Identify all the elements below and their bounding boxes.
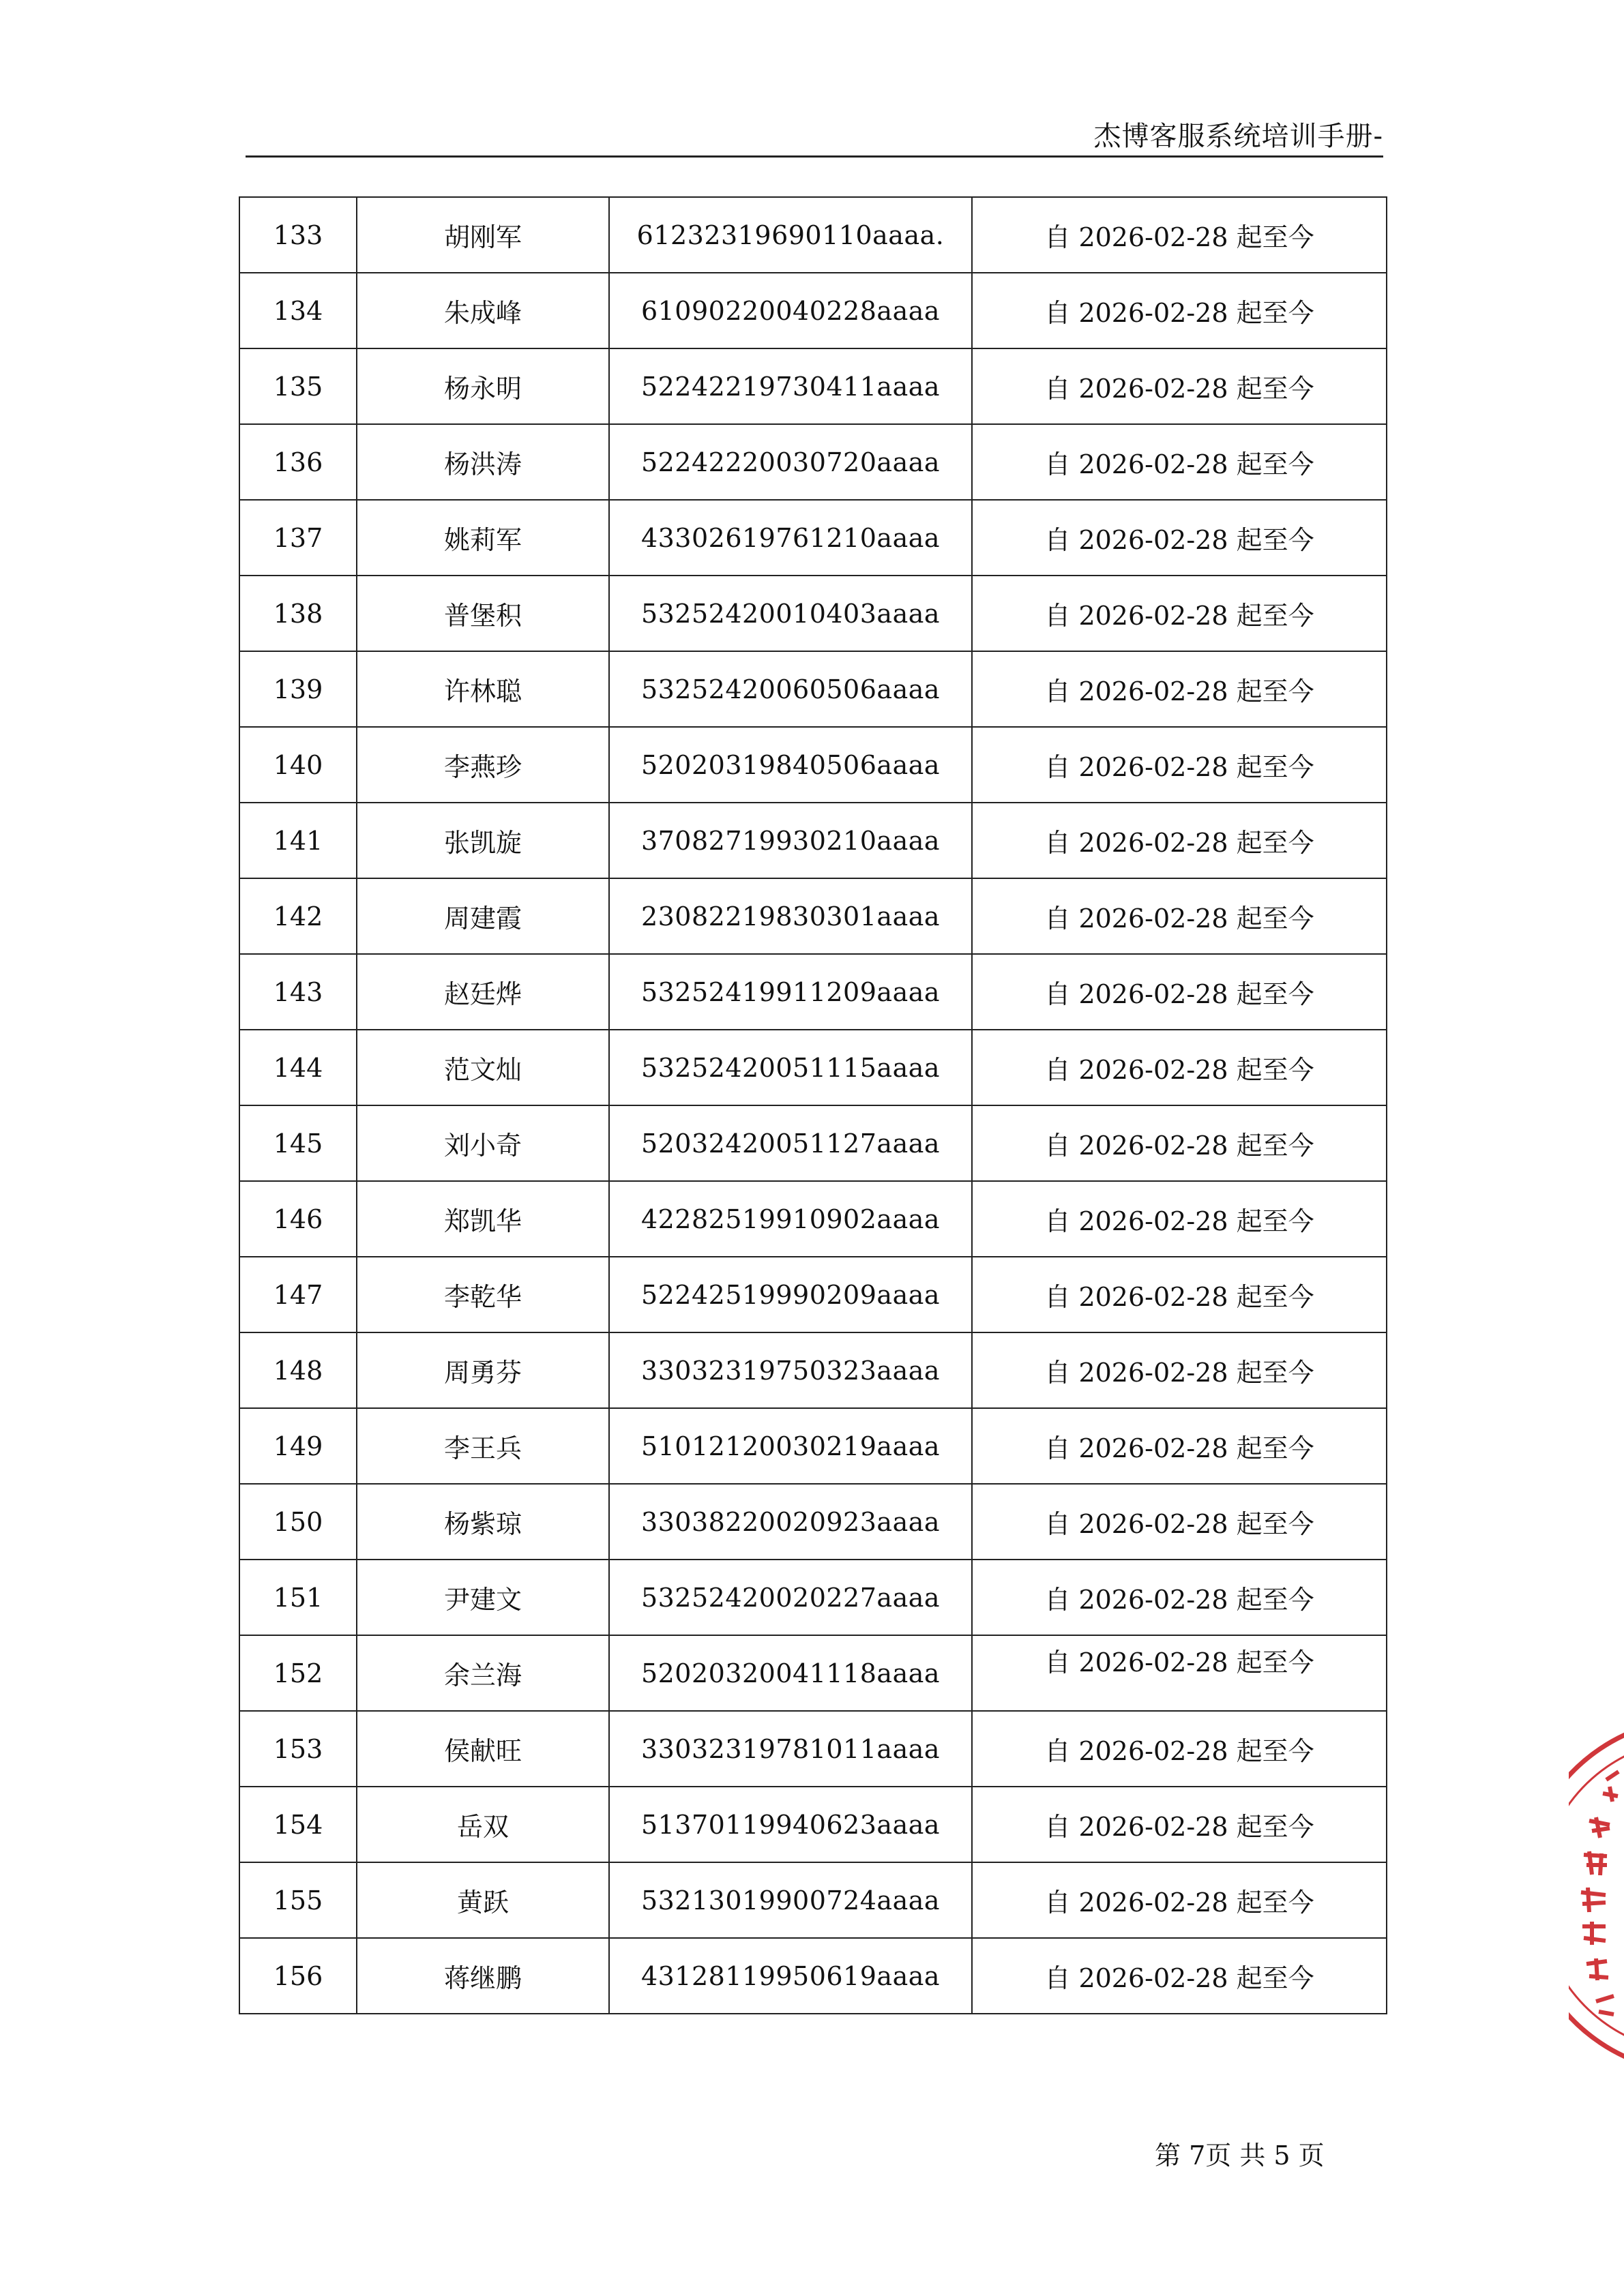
- service-period: 自 2026-02-28 起至今: [972, 424, 1387, 500]
- person-name: 黄跃: [357, 1862, 609, 1938]
- id-number: 51012120030219aaaa: [609, 1408, 972, 1484]
- person-name: 赵廷烨: [357, 954, 609, 1030]
- id-number: 52020320041118aaaa: [609, 1635, 972, 1711]
- service-period: 自 2026-02-28 起至今: [972, 1787, 1387, 1862]
- table-row: [239, 197, 1387, 273]
- row-number: 151: [239, 1560, 357, 1635]
- id-number: 61232319690110aaaa.: [609, 197, 972, 273]
- id-number: 33038220020923aaaa: [609, 1484, 972, 1560]
- row-number: 153: [239, 1711, 357, 1787]
- table-row: [239, 500, 1387, 576]
- person-name: 周勇芬: [357, 1332, 609, 1408]
- person-name: 蒋继鹏: [357, 1938, 609, 2014]
- row-number: 134: [239, 273, 357, 348]
- person-name: 尹建文: [357, 1560, 609, 1635]
- id-number: 53252420060506aaaa: [609, 651, 972, 727]
- red-seal-stamp: [1569, 1718, 1624, 2073]
- row-number: 147: [239, 1257, 357, 1332]
- id-number: 52242219730411aaaa: [609, 348, 972, 424]
- row-number: 140: [239, 727, 357, 803]
- person-name: 朱成峰: [357, 273, 609, 348]
- table-row: [239, 1787, 1387, 1862]
- id-number: 51370119940623aaaa: [609, 1787, 972, 1862]
- person-name: 李王兵: [357, 1408, 609, 1484]
- table-row: [239, 1560, 1387, 1635]
- table-row: [239, 727, 1387, 803]
- row-number: 155: [239, 1862, 357, 1938]
- person-name: 侯献旺: [357, 1711, 609, 1787]
- person-name: 岳双: [357, 1787, 609, 1862]
- person-name: 杨洪涛: [357, 424, 609, 500]
- table-row: [239, 1711, 1387, 1787]
- person-name: 杨紫琼: [357, 1484, 609, 1560]
- table-row: [239, 1484, 1387, 1560]
- person-name: 郑凯华: [357, 1181, 609, 1257]
- table-row: [239, 348, 1387, 424]
- service-period: 自 2026-02-28 起至今: [972, 651, 1387, 727]
- id-number: 52032420051127aaaa: [609, 1105, 972, 1181]
- service-period: 自 2026-02-28 起至今: [972, 1030, 1387, 1105]
- seal-characters: [1581, 1772, 1619, 2014]
- service-period: 自 2026-02-28 起至今: [972, 1257, 1387, 1332]
- row-number: 144: [239, 1030, 357, 1105]
- service-period: 自 2026-02-28 起至今: [972, 273, 1387, 348]
- service-period: 自 2026-02-28 起至今: [972, 954, 1387, 1030]
- table-row: [239, 1635, 1387, 1711]
- person-name: 李乾华: [357, 1257, 609, 1332]
- id-number: 33032319781011aaaa: [609, 1711, 972, 1787]
- row-number: 137: [239, 500, 357, 576]
- service-period: 自 2026-02-28 起至今: [972, 1408, 1387, 1484]
- roster-table: [239, 196, 1387, 2014]
- row-number: 135: [239, 348, 357, 424]
- header-title: 杰博客服系统培训手册-: [1093, 121, 1383, 152]
- row-number: 154: [239, 1787, 357, 1862]
- table-row: [239, 1332, 1387, 1408]
- table-row: [239, 1030, 1387, 1105]
- table-row: [239, 803, 1387, 878]
- id-number: 52020319840506aaaa: [609, 727, 972, 803]
- row-number: 145: [239, 1105, 357, 1181]
- table-row: [239, 954, 1387, 1030]
- row-number: 149: [239, 1408, 357, 1484]
- id-number: 43128119950619aaaa: [609, 1938, 972, 2014]
- person-name: 刘小奇: [357, 1105, 609, 1181]
- id-number: 52242519990209aaaa: [609, 1257, 972, 1332]
- header-rule: [246, 155, 1383, 158]
- person-name: 胡刚军: [357, 197, 609, 273]
- row-number: 150: [239, 1484, 357, 1560]
- service-period: 自 2026-02-28 起至今: [972, 348, 1387, 424]
- person-name: 普堡积: [357, 576, 609, 651]
- service-period: 自 2026-02-28 起至今: [972, 576, 1387, 651]
- service-period: 自 2026-02-28 起至今: [972, 1484, 1387, 1560]
- person-name: 范文灿: [357, 1030, 609, 1105]
- row-number: 133: [239, 197, 357, 273]
- service-period: 自 2026-02-28 起至今: [972, 1635, 1387, 1711]
- row-number: 141: [239, 803, 357, 878]
- roster-body: [239, 197, 1387, 2014]
- person-name: 周建霞: [357, 878, 609, 954]
- page-number: 第 7页 共 5 页: [1155, 2141, 1325, 2171]
- service-period: 自 2026-02-28 起至今: [972, 1181, 1387, 1257]
- service-period: 自 2026-02-28 起至今: [972, 803, 1387, 878]
- person-name: 张凯旋: [357, 803, 609, 878]
- row-number: 152: [239, 1635, 357, 1711]
- row-number: 156: [239, 1938, 357, 2014]
- table-row: [239, 1862, 1387, 1938]
- person-name: 余兰海: [357, 1635, 609, 1711]
- service-period: 自 2026-02-28 起至今: [972, 1560, 1387, 1635]
- table-row: [239, 424, 1387, 500]
- service-period: 自 2026-02-28 起至今: [972, 1105, 1387, 1181]
- table-row: [239, 1938, 1387, 2014]
- id-number: 33032319750323aaaa: [609, 1332, 972, 1408]
- service-period: 自 2026-02-28 起至今: [972, 1332, 1387, 1408]
- id-number: 53252420051115aaaa: [609, 1030, 972, 1105]
- row-number: 143: [239, 954, 357, 1030]
- service-period: 自 2026-02-28 起至今: [972, 197, 1387, 273]
- service-period: 自 2026-02-28 起至今: [972, 1711, 1387, 1787]
- person-name: 许林聪: [357, 651, 609, 727]
- id-number: 53252420010403aaaa: [609, 576, 972, 651]
- row-number: 139: [239, 651, 357, 727]
- id-number: 53252420020227aaaa: [609, 1560, 972, 1635]
- person-name: 杨永明: [357, 348, 609, 424]
- id-number: 23082219830301aaaa: [609, 878, 972, 954]
- person-name: 姚莉军: [357, 500, 609, 576]
- table-row: [239, 1257, 1387, 1332]
- id-number: 37082719930210aaaa: [609, 803, 972, 878]
- row-number: 136: [239, 424, 357, 500]
- table-row: [239, 651, 1387, 727]
- id-number: 61090220040228aaaa: [609, 273, 972, 348]
- id-number: 53213019900724aaaa: [609, 1862, 972, 1938]
- id-number: 52242220030720aaaa: [609, 424, 972, 500]
- table-row: [239, 1105, 1387, 1181]
- service-period: 自 2026-02-28 起至今: [972, 1862, 1387, 1938]
- row-number: 142: [239, 878, 357, 954]
- service-period: 自 2026-02-28 起至今: [972, 727, 1387, 803]
- table-row: [239, 878, 1387, 954]
- table-row: [239, 1408, 1387, 1484]
- table-row: [239, 273, 1387, 348]
- table-row: [239, 576, 1387, 651]
- id-number: 53252419911209aaaa: [609, 954, 972, 1030]
- id-number: 42282519910902aaaa: [609, 1181, 972, 1257]
- row-number: 138: [239, 576, 357, 651]
- service-period: 自 2026-02-28 起至今: [972, 878, 1387, 954]
- service-period: 自 2026-02-28 起至今: [972, 1938, 1387, 2014]
- row-number: 148: [239, 1332, 357, 1408]
- id-number: 43302619761210aaaa: [609, 500, 972, 576]
- table-row: [239, 1181, 1387, 1257]
- row-number: 146: [239, 1181, 357, 1257]
- person-name: 李燕珍: [357, 727, 609, 803]
- service-period: 自 2026-02-28 起至今: [972, 500, 1387, 576]
